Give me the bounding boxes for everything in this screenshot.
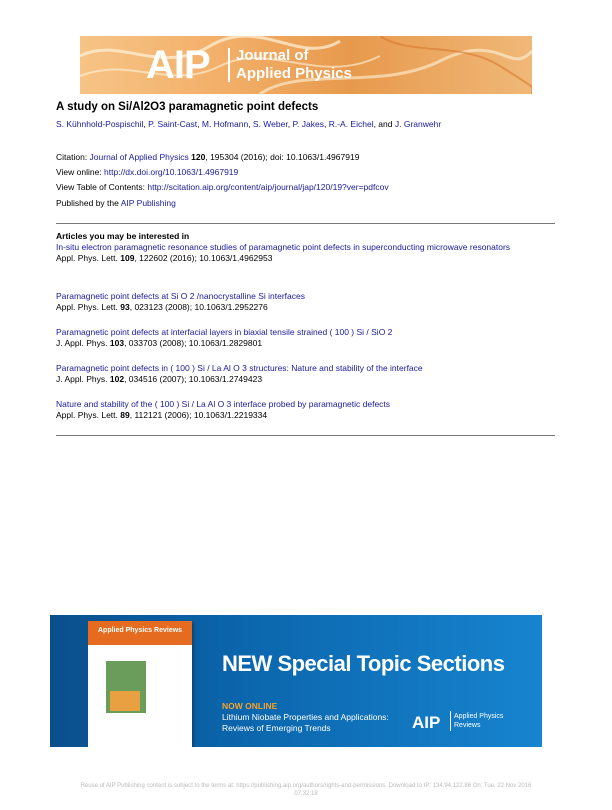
related-article: [56, 399, 556, 420]
author-link[interactable]: S. Weber: [252, 119, 288, 129]
special-topic-advertisement[interactable]: [50, 615, 542, 747]
citation-volume: 102: [109, 373, 125, 384]
author-separator: , and: [373, 119, 395, 129]
citation-volume: 120: [191, 152, 206, 162]
author-separator: ,: [248, 119, 253, 129]
author-list: [56, 119, 441, 129]
view-online-label: View online:: [56, 167, 105, 177]
related-article: [56, 242, 556, 263]
citation-journal: Appl. Phys. Lett.: [56, 252, 121, 263]
citation-rest: , 122602 (2016); 10.1063/1.4962953: [134, 252, 273, 263]
cover-figure-detail: [110, 691, 140, 711]
ad-journal-name: [454, 712, 503, 730]
related-article-title-link[interactable]: Nature and stability of the ( 100 ) Si / La Al O 3 interface probed by paramagnetic defects: [56, 399, 391, 409]
footer-line2: 07:32:18: [294, 791, 318, 797]
related-article-citation: [56, 253, 556, 264]
author-separator: ,: [287, 119, 293, 129]
related-article-citation: [56, 410, 556, 421]
aip-logo: AIP: [146, 43, 210, 87]
cover-title: Applied Physics Reviews: [98, 627, 183, 634]
citation-rest: , 033703 (2008); 10.1063/1.2829801: [124, 337, 263, 348]
publisher-link[interactable]: AIP Publishing: [120, 198, 176, 208]
citation-journal: J. Appl. Phys.: [56, 373, 110, 384]
publisher-line: [56, 198, 176, 208]
toc-line: [56, 182, 389, 192]
related-article-title-link[interactable]: Paramagnetic point defects in ( 100 ) Si / La Al O 3 structures: Nature and stability of the interface: [56, 363, 423, 373]
related-article-citation: [56, 374, 556, 385]
top-rule: [56, 223, 555, 224]
reuse-footer: [0, 782, 612, 798]
author-separator: ,: [323, 119, 329, 129]
citation-rest: , 023123 (2008); 10.1063/1.2952276: [129, 301, 268, 312]
ad-headline: NEW Special Topic Sections: [222, 651, 505, 676]
related-article-title-link[interactable]: Paramagnetic point defects at Si O 2 /nanocrystalline Si interfaces: [56, 291, 305, 301]
related-article-citation: [56, 302, 556, 313]
toc-label: View Table of Contents:: [56, 182, 148, 192]
related-article-citation: [56, 338, 556, 349]
journal-name-line1: Journal of: [236, 47, 309, 64]
ad-subtitle-line1: Lithium Niobate Properties and Applications:: [222, 712, 389, 722]
journal-banner[interactable]: [80, 36, 532, 94]
author-link[interactable]: R.-A. Eichel: [328, 119, 374, 129]
footer-line1: Reuse of AIP Publishing content is subject to the terms at: https://publishing.aip.org/authors/rights-and-permissions. Download to IP: 134.94.122.86 On: Tue, 22 Nov 2016: [80, 783, 532, 789]
related-article: [56, 327, 556, 348]
article-title: A study on Si/Al2O3 paramagnetic point defects: [56, 101, 319, 113]
citation-volume: 103: [109, 337, 125, 348]
ad-now-online: NOW ONLINE: [222, 701, 278, 711]
citation-journal-link[interactable]: Journal of Applied Physics: [89, 152, 189, 162]
author-separator: ,: [143, 119, 149, 129]
citation-volume: 93: [120, 301, 130, 312]
citation-journal: Appl. Phys. Lett.: [56, 409, 121, 420]
citation-journal: Appl. Phys. Lett.: [56, 301, 121, 312]
ad-subtitle-line2: Reviews of Emerging Trends: [222, 723, 331, 733]
view-online-link[interactable]: http://dx.doi.org/10.1063/1.4967919: [104, 167, 239, 177]
author-link[interactable]: P. Jakes: [292, 119, 324, 129]
toc-link[interactable]: http://scitation.aip.org/content/aip/journal/jap/120/19?ver=pdfcov: [147, 182, 389, 192]
related-article-title-link[interactable]: Paramagnetic point defects at interfacial layers in biaxial tensile strained ( 100 ) Si / SiO 2: [56, 327, 393, 337]
citation-rest: , 034516 (2007); 10.1063/1.2749423: [124, 373, 263, 384]
author-link[interactable]: P. Saint-Cast: [148, 119, 198, 129]
author-link[interactable]: J. Granwehr: [394, 119, 442, 129]
citation-journal: J. Appl. Phys.: [56, 337, 110, 348]
journal-name-line2: Applied Physics: [236, 65, 352, 82]
cover-header-bar: [88, 621, 192, 645]
citation-rest: , 195304 (2016); doi: 10.1063/1.4967919: [205, 152, 360, 162]
ad-aip-logo: AIP: [412, 713, 441, 732]
author-link[interactable]: S. Kühnhold-Pospischil: [56, 119, 144, 129]
citation-volume: 109: [120, 252, 135, 263]
publisher-label: Published by the: [56, 198, 121, 208]
ad-subtitle: [222, 712, 389, 734]
journal-name: [236, 47, 352, 83]
author-separator: ,: [197, 119, 202, 129]
related-article: [56, 363, 556, 384]
view-online-line: [56, 167, 238, 177]
ad-journal-name-line1: Applied Physics: [454, 713, 504, 720]
related-article-title-link[interactable]: In-situ electron paramagnetic resonance studies of paramagnetic point defects in superconducting microwave resonators: [56, 242, 511, 252]
ad-logo-divider: [450, 711, 451, 731]
related-article: [56, 291, 556, 312]
citation-rest: , 112121 (2006); 10.1063/1.2219334: [129, 409, 268, 420]
journal-cover-image: [88, 621, 192, 747]
citation-volume: 89: [120, 409, 130, 420]
ad-journal-name-line2: Reviews: [454, 722, 481, 729]
citation-line: [56, 152, 359, 162]
banner-divider: [228, 48, 230, 82]
related-articles-heading: Articles you may be interested in: [56, 231, 190, 241]
bottom-rule: [56, 435, 555, 436]
citation-label: Citation:: [56, 152, 90, 162]
author-link[interactable]: M. Hofmann: [201, 119, 249, 129]
